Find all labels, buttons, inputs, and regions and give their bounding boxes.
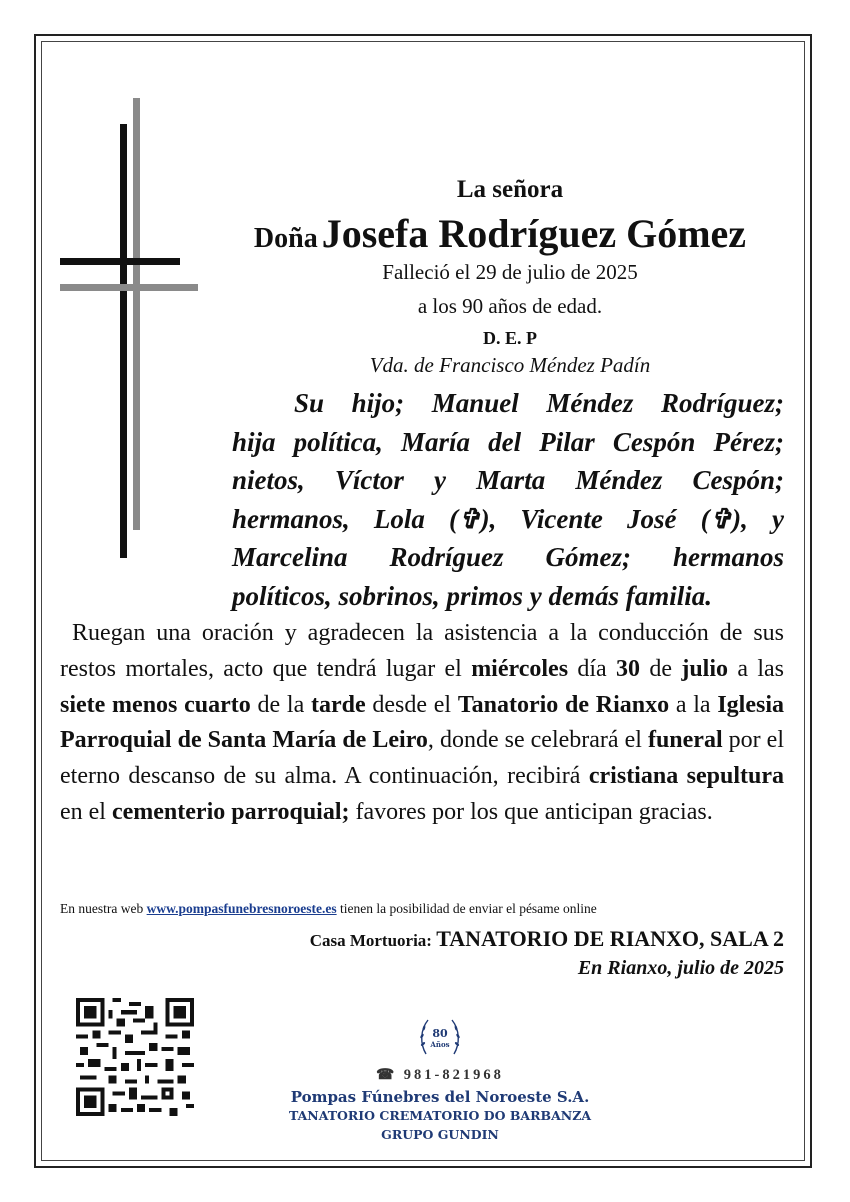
phone-line (220, 1067, 660, 1084)
deceased-name-line (200, 210, 800, 257)
dep-line: D. E. P (483, 328, 537, 348)
casa-label: Casa Mortuoria: (309, 931, 437, 950)
widow-line: Vda. de Francisco Méndez Padín (369, 353, 651, 377)
laurel-80-anos-logo (416, 1014, 464, 1062)
svg-text:80: 80 (432, 1027, 448, 1040)
tanatorio-name: TANATORIO CREMATORIO DO BARBANZA (288, 1108, 592, 1123)
phone-icon: ☎ (376, 1067, 398, 1083)
death-date: Falleció el 29 de julio de 2025 (382, 260, 638, 284)
svg-text:Años: Años (430, 1040, 450, 1049)
cross-icon (60, 98, 200, 560)
family-list (232, 384, 784, 615)
family-line-1: Su hijo; Manuel Méndez Rodríguez; (294, 388, 784, 418)
deceased-name: Josefa Rodríguez Gómez (321, 211, 747, 256)
name-prefix: Doña (253, 223, 318, 254)
company-name: Pompas Fúnebres del Noroeste S.A. (290, 1088, 590, 1106)
web-notice: En nuestra web www.pompasfunebresnoroeste.es tienen la posibilidad de enviar el pésame online (60, 901, 597, 916)
place-date: En Rianxo, julio de 2025 (577, 957, 784, 979)
service-paragraph: Ruegan una oración y agradecen la asistencia a la conducción de sus restos mortales, acto que tendrá lugar el miércoles día 30 de julio a las siete menos cuarto de la tarde desde el Tanatorio de Rianxo a la Iglesia Parroquial de Santa María de Leiro, donde se celebrará el funeral por el eterno descanso de su alma. A continuación, recibirá cristiana sepultura en el cementerio parroquial; favores por los que anticipan gracias. (60, 620, 785, 825)
website-link[interactable]: www.pompasfunebresnoroeste.es (146, 901, 337, 916)
family-line-2: hija política, María del Pilar Cespón Pérez; (232, 426, 784, 457)
phone-number[interactable]: 981-821968 (403, 1067, 504, 1083)
title-line: La señora (456, 176, 564, 203)
family-line-5: Marcelina Rodríguez Gómez; hermanos (232, 542, 784, 572)
casa-value: TANATORIO DE RIANXO, SALA 2 (436, 926, 784, 951)
age-line: a los 90 años de edad. (417, 294, 603, 318)
family-line-6: políticos, sobrinos, primos y demás familia. (232, 580, 713, 611)
family-line-3: nietos, Víctor y Marta Méndez Cespón; (232, 465, 784, 495)
qr-code[interactable] (76, 998, 194, 1116)
family-line-4: hermanos, Lola (✞), Vicente José (✞), y (232, 503, 784, 534)
casa-mortuoria (310, 926, 784, 952)
group-name: GRUPO GUNDIN (381, 1127, 499, 1142)
